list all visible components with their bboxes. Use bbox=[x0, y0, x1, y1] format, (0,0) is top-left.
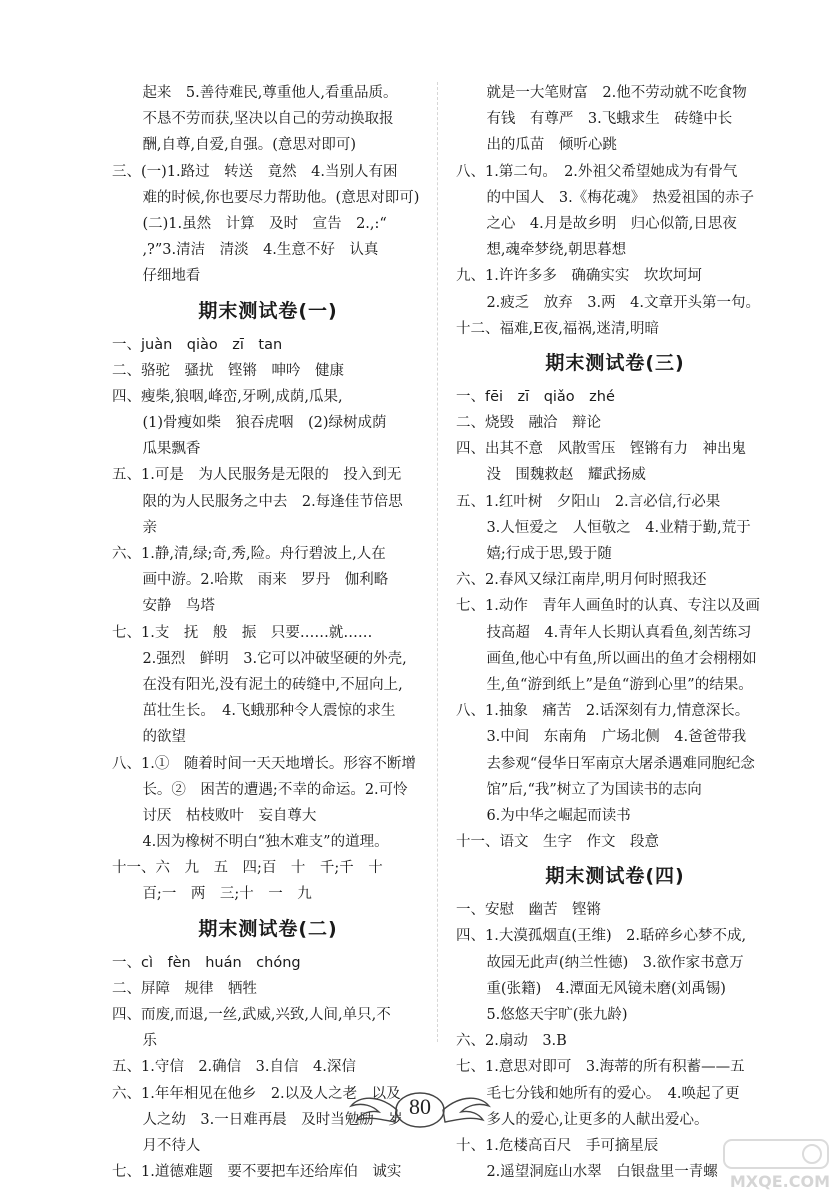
answer-line: 八、1.第二句。 2.外祖父希望她成为有骨气 bbox=[456, 163, 738, 180]
answer-line: 2.强烈 鲜明 3.它可以冲破坚硬的外壳, bbox=[142, 650, 407, 667]
answer-line: 六、1.静,清,绿;奇,秀,险。舟行碧波上,人在 bbox=[112, 546, 386, 562]
answer-line: 七、1.道德难题 要不要把车还给库伯 诚实 bbox=[112, 1164, 402, 1181]
answer-line: 十二、福难,E夜,福祸,迷清,明暗 bbox=[456, 320, 660, 337]
answer-line: 二、骆驼 骚扰 铿锵 呻吟 健康 bbox=[112, 362, 344, 379]
watermark-url: MXQE.COM bbox=[729, 1172, 830, 1191]
answer-line: 的中国人 3.《梅花魂》 热爱祖国的赤子 bbox=[486, 189, 755, 206]
answer-line: 嬉;行成于思,毁于随 bbox=[486, 546, 612, 562]
section-heading: 期末测试卷(四) bbox=[545, 865, 685, 888]
answer-line: 一、fēi zī qiǎo zhé bbox=[456, 388, 615, 405]
answer-line: 去参观“侵华日军南京大屠杀遇难同胞纪念 bbox=[486, 755, 755, 772]
answer-line: 画中游。2.哈欺 雨来 罗丹 伽利略 bbox=[142, 572, 389, 589]
column-divider bbox=[437, 82, 438, 1042]
answer-line: 五、1.红叶树 夕阳山 2.言必信,行必果 bbox=[456, 493, 721, 510]
answer-line: 六、1.年年相见在他乡 2.以及人之老 以及 bbox=[112, 1085, 401, 1102]
answer-line: 出的瓜苗 倾听心跳 bbox=[486, 137, 617, 154]
section-heading: 期末测试卷(一) bbox=[198, 299, 338, 322]
answer-line: 七、1.支 抚 般 振 只要……就…… bbox=[112, 624, 373, 641]
answer-line: 五、1.守信 2.确信 3.自信 4.深信 bbox=[112, 1059, 356, 1076]
answer-line: 不恳不劳而获,坚决以自己的劳动换取报 bbox=[142, 111, 394, 128]
answer-line: 五、1.可是 为人民服务是无限的 投入到无 bbox=[112, 467, 402, 484]
answer-line: 之心 4.月是故乡明 归心似箭,日思夜 bbox=[486, 215, 737, 232]
answer-line: (1)骨瘦如柴 狼吞虎咽 (2)绿树成荫 bbox=[142, 415, 387, 432]
answer-line: 月不待人 bbox=[142, 1137, 201, 1154]
answer-line: 茁壮生长。 4.飞蛾那种令人震惊的求生 bbox=[142, 703, 396, 720]
answer-line: 重(张籍) 4.潭面无风镜未磨(刘禹锡) bbox=[486, 980, 726, 997]
answer-line: 2.疲乏 放弃 3.两 4.文章开头第一句。 bbox=[486, 294, 760, 311]
site-watermark bbox=[700, 1138, 830, 1196]
answer-line: 有钱 有尊严 3.飞蛾求生 砖缝中长 bbox=[486, 111, 733, 128]
answer-line: 七、1.动作 青年人画鱼时的认真、专注以及画 bbox=[456, 598, 760, 615]
answer-line: 讨厌 枯枝败叶 妄自尊大 bbox=[142, 807, 317, 824]
answer-line: (二)1.虽然 计算 及时 宣告 2.,:“ bbox=[142, 215, 387, 232]
answer-line: 没 围魏救赵 耀武扬威 bbox=[486, 467, 646, 484]
answer-line: 4.因为橡树不明白“独木难支”的道理。 bbox=[142, 834, 389, 851]
answer-line: 酬,自尊,自爱,自强。(意思对即可) bbox=[142, 137, 357, 154]
answer-line: 想,魂牵梦绕,朝思暮想 bbox=[486, 242, 627, 259]
answer-line: 难的时候,你也要尽力帮助他。(意思对即可) bbox=[142, 189, 420, 206]
answer-line: 六、2.春风又绿江南岸,明月何时照我还 bbox=[456, 572, 707, 589]
answer-line: 瓜果飘香 bbox=[142, 441, 201, 458]
answer-line: 一、安慰 幽苦 铿锵 bbox=[456, 902, 601, 919]
answer-line: 故园无此声(纳兰性德) 3.欲作家书意万 bbox=[486, 954, 744, 971]
section-heading: 期末测试卷(二) bbox=[198, 917, 338, 940]
answer-line: 仔细地看 bbox=[142, 268, 201, 285]
answer-line: 毛七分钱和她所有的爱心。 4.唤起了更 bbox=[486, 1085, 740, 1102]
answer-line: 四、1.大漠孤烟直(王维) 2.聒碎乡心梦不成, bbox=[456, 928, 747, 945]
answer-line: 一、juàn qiào zī tan bbox=[112, 336, 283, 353]
answer-line: 九、1.许许多多 确确实实 坎坎坷坷 bbox=[456, 268, 702, 285]
answer-line: 十一、语文 生字 作文 段意 bbox=[456, 834, 659, 851]
answer-line: 技高超 4.青年人长期认真看鱼,刻苦练习 bbox=[486, 624, 752, 641]
answer-line: 馆”后,“我”树立了为国读书的志向 bbox=[486, 781, 702, 798]
answer-line: 二、屏障 规律 牺牲 bbox=[112, 980, 257, 997]
answer-line: 生,鱼“游到纸上”是鱼“游到心里”的结果。 bbox=[486, 676, 753, 693]
answer-line: 十、1.危楼高百尺 手可摘星辰 bbox=[456, 1137, 659, 1154]
answer-line: 四、而废,而退,一丝,武威,兴致,人间,单只,不 bbox=[112, 1007, 391, 1023]
answer-line: 百;一 两 三;十 一 九 bbox=[142, 886, 312, 903]
right-column bbox=[456, 80, 774, 1185]
page-number: 80 bbox=[409, 1094, 431, 1119]
answer-line: 人之幼 3.一日难再晨 及时当勉励 岁 bbox=[142, 1111, 403, 1128]
answer-line: 长。② 困苦的遭遇;不幸的命运。2.可怜 bbox=[142, 781, 408, 798]
answer-line: 3.人恒爱之 人恒敬之 4.业精于勤,荒于 bbox=[486, 519, 751, 536]
answer-line: ,?”3.清洁 清淡 4.生意不好 认真 bbox=[142, 242, 379, 259]
answer-line: 画鱼,他心中有鱼,所以画出的鱼才会栩栩如 bbox=[486, 650, 757, 667]
answer-line: 就是一大笔财富 2.他不劳动就不吃食物 bbox=[486, 85, 747, 101]
answer-line: 乐 bbox=[142, 1033, 157, 1050]
answer-line: 多人的爱心,让更多的人献出爱心。 bbox=[486, 1111, 709, 1128]
answer-line: 限的为人民服务之中去 2.每逢佳节倍思 bbox=[142, 493, 403, 510]
answer-line: 2.遥望洞庭山水翠 白银盘里一青螺 bbox=[486, 1164, 718, 1181]
page-number-badge bbox=[345, 1080, 495, 1136]
answer-line: 八、1.① 随着时间一天天地增长。形容不断增 bbox=[112, 755, 416, 772]
answer-line: 安静 鸟塔 bbox=[142, 598, 215, 615]
answer-line: 二、烧毁 融洽 辩论 bbox=[456, 415, 601, 432]
answer-line: 在没有阳光,没有泥土的砖缝中,不屈向上, bbox=[142, 676, 403, 693]
answer-line: 三、(一)1.路过 转送 竟然 4.当别人有困 bbox=[112, 163, 398, 180]
answer-line: 十一、六 九 五 四;百 十 千;千 十 bbox=[112, 860, 383, 877]
answer-line: 起来 5.善待难民,尊重他人,看重品质。 bbox=[142, 85, 398, 101]
section-heading: 期末测试卷(三) bbox=[545, 351, 685, 374]
answer-line: 四、出其不意 风散雪压 铿锵有力 神出鬼 bbox=[456, 441, 746, 458]
answer-line: 一、cì fèn huán chóng bbox=[112, 954, 301, 971]
answer-line: 亲 bbox=[142, 519, 157, 536]
watermark-logo-icon bbox=[722, 1138, 830, 1170]
left-column bbox=[112, 80, 424, 1185]
answer-line: 5.悠悠天宇旷(张九龄) bbox=[486, 1007, 628, 1023]
answer-line: 八、1.抽象 痛苦 2.话深刻有力,情意深长。 bbox=[456, 703, 750, 720]
answer-line: 六、2.扇动 3.B bbox=[456, 1033, 567, 1050]
answer-line: 的欲望 bbox=[142, 729, 186, 746]
answer-line: 3.中间 东南角 广场北侧 4.爸爸带我 bbox=[486, 729, 747, 746]
answer-line: 6.为中华之崛起而读书 bbox=[486, 807, 631, 824]
answer-line: 四、瘦柴,狼咽,峰峦,牙咧,成荫,瓜果, bbox=[112, 388, 343, 405]
answer-line: 七、1.意思对即可 3.海蒂的所有积蓄——五 bbox=[456, 1059, 745, 1076]
